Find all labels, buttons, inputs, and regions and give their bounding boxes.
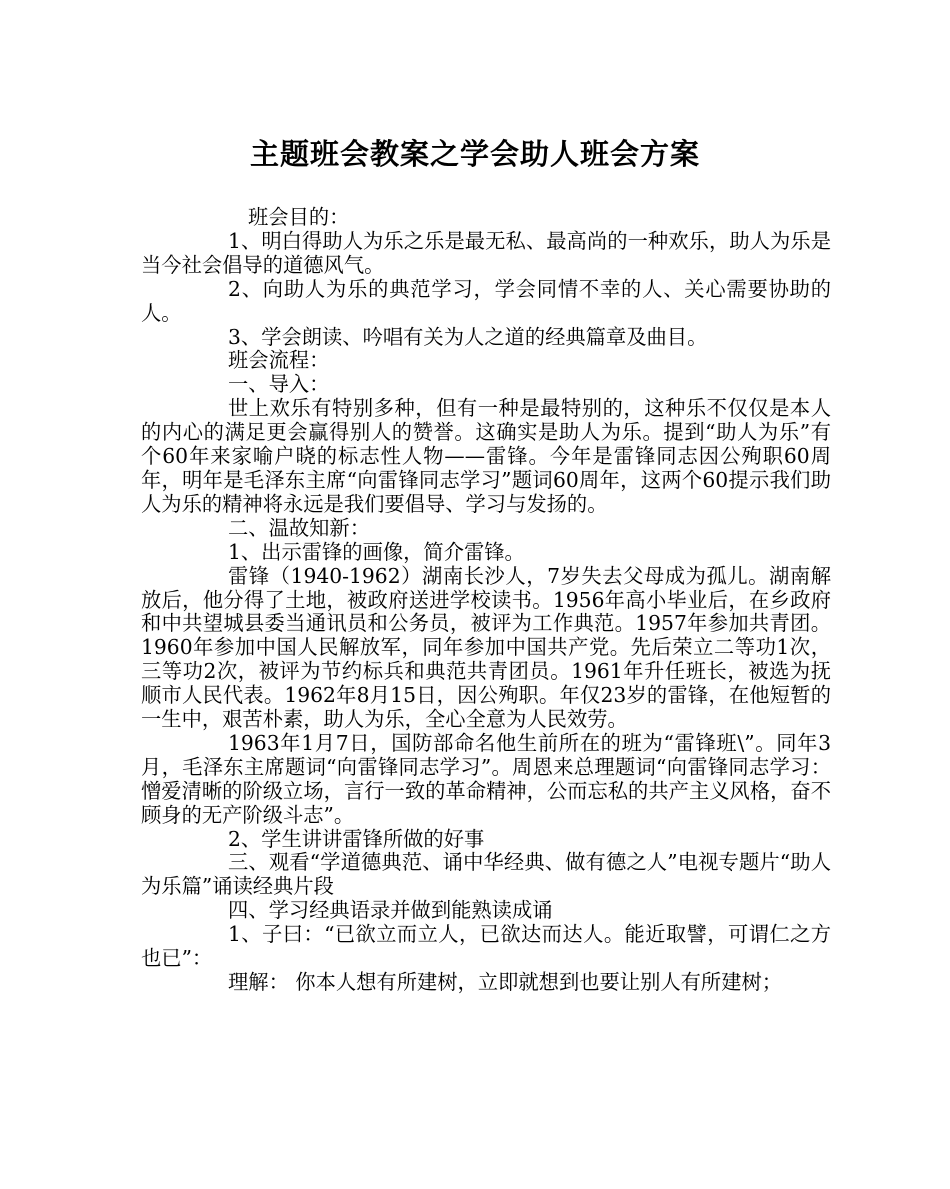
paragraph: 2、学生讲讲雷锋所做的好事 — [228, 826, 485, 851]
paragraph: 2、向助人为乐的典范学习，学会同情不幸的人、关心需要协助的人。 — [141, 276, 831, 325]
paragraph: 班会流程： — [228, 348, 330, 373]
paragraph: 1、出示雷锋的画像，简介雷锋。 — [228, 539, 525, 564]
paragraph: 3、学会朗读、吟唱有关为人之道的经典篇章及曲目。 — [228, 324, 708, 349]
paragraph: 雷锋（1940-1962）湖南长沙人，7岁失去父母成为孤儿。湖南解放后，他分得了土地，被政府送进学校读书。1956年高小毕业后，在乡政府和中共望城县委当通讯员和公务员，被评为工作典范。1957年参加共青团。1960年参加中国人民解放军，同年参加中国共产党。先后荣立二等功1次，三等功2次，被评为节约标兵和典范共青团员。1961年升任班长，被选为抚顺市人民代表。1962年8月15日，因公殉职。年仅23岁的雷锋，在他短暂的一生中，艰苦朴素，助人为乐，全心全意为人民效劳。 — [141, 563, 831, 732]
paragraph: 四、学习经典语录并做到能熟读成诵 — [228, 898, 553, 923]
paragraph: 班会目的： — [248, 205, 350, 229]
paragraph: 一、导入： — [228, 372, 330, 397]
paragraph: 世上欢乐有特别多种，但有一种是最特别的，这种乐不仅仅是本人的内心的满足更会赢得别人的赞誉。这确实是助人为乐。提到“助人为乐”有个60年来家喻户晓的标志性人物——雷锋。今年是雷锋同志因公殉职60周年，明年是毛泽东主席“向雷锋同志学习”题词60周年，这两个60提示我们助人为乐的精神将永远是我们要倡导、学习与发扬的。 — [141, 396, 831, 516]
paragraph: 二、温故知新： — [228, 515, 370, 540]
document-body — [141, 206, 831, 995]
paragraph: 1、子曰：“已欲立而立人，已欲达而达人。能近取譬，可谓仁之方也已”： — [141, 922, 831, 971]
paragraph: 三、观看“学道德典范、诵中华经典、做有德之人”电视专题片“助人为乐篇”诵读经典片段 — [141, 850, 831, 899]
document-title: 主题班会教案之学会助人班会方案 — [249, 137, 700, 171]
paragraph: 1、明白得助人为乐之乐是最无私、最高尚的一种欢乐，助人为乐是当今社会倡导的道德风气。 — [141, 228, 831, 277]
paragraph: 1963年1月7日，国防部命名他生前所在的班为“雷锋班\”。同年3月，毛泽东主席题词“向雷锋同志学习”。周恩来总理题词“向雷锋同志学习：憎爱清晰的阶级立场，言行一致的革命精神，公而忘私的共产主义风格，奋不顾身的无产阶级斗志”。 — [141, 730, 831, 827]
paragraph: 理解： 你本人想有所建树，立即就想到也要让别人有所建树； — [228, 970, 783, 994]
